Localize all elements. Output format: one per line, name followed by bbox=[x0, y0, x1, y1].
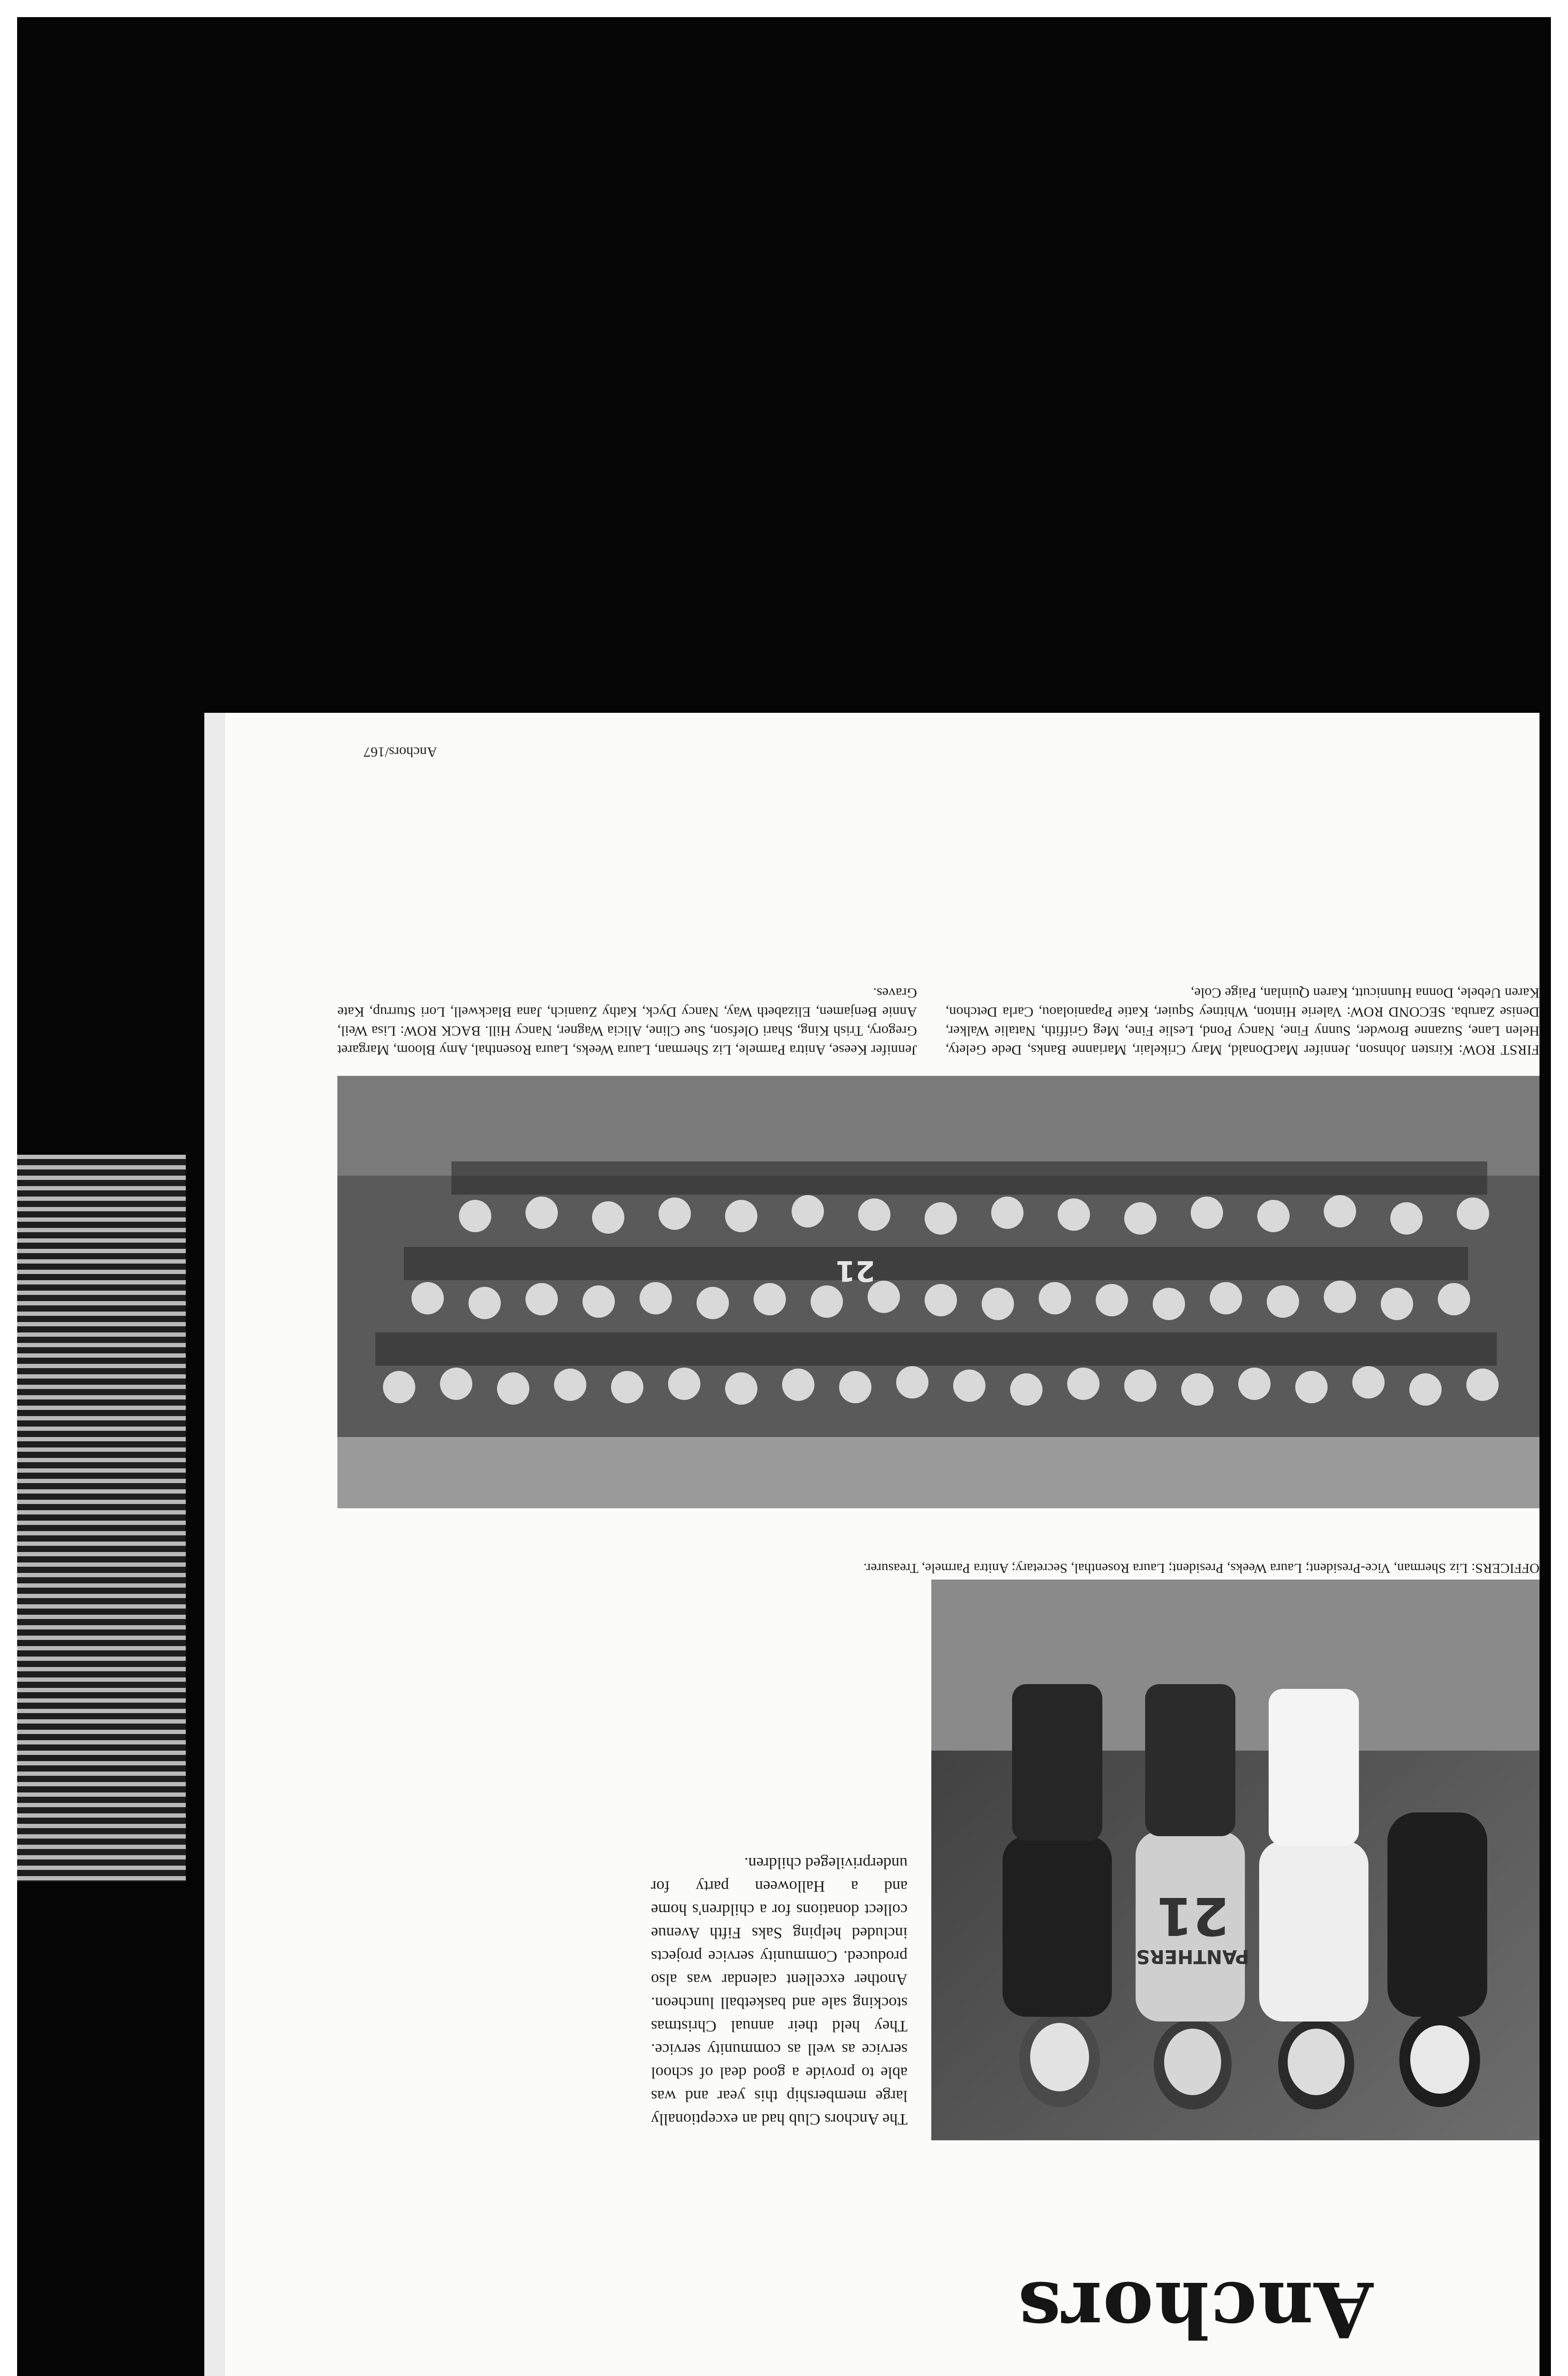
officers-jersey-number: 21 bbox=[1156, 1886, 1229, 1946]
officers-photo bbox=[931, 1580, 1539, 2140]
group-photo bbox=[337, 1076, 1539, 1508]
officers-caption: OFFICERS: Liz Sherman, Vice-President; Laura Weeks, President; Laura Rosenthal, Secretary; Anitra Parmele, Treasurer. bbox=[863, 1561, 1539, 1576]
officers-jersey-text: PANTHERS bbox=[1136, 1945, 1249, 1967]
officers-photo-image bbox=[931, 1580, 1539, 2140]
page-folio: Anchors/167 bbox=[363, 744, 437, 760]
scanner-glare-stripes bbox=[17, 1155, 186, 1882]
article-body: The Anchors Club had an exceptionally large membership this year and was able to provide a good deal of school service as well as community service. They held their annual Christmas stocking sale and basketball luncheon. Another excellent calendar was also produced. Community service projects included helping Saks Fifth Avenue collect donations for a children's home and a Halloween party for underprivileged children. bbox=[651, 1854, 908, 2128]
group-jersey-number: 21 bbox=[835, 1254, 875, 1287]
page-title: Anchors bbox=[1017, 2265, 1373, 2354]
page-gutter-edge bbox=[204, 713, 225, 2376]
group-caption-second-part: Jennifer Keese, Anitra Parmele, Liz Sherman, Laura Weeks, Laura Rosenthal, Amy Bloom, Margaret Gregory, Trish King, Shari Olefson, Sue Cline, Alicia Wagner, Nancy Hill. BACK ROW: Lisa Weil, Annie Benjamen, Elizabeth Way, Nancy Dyck, Kathy Zuanich, Jana Blackwell, Lori Sturrup, Kate Graves. bbox=[337, 985, 917, 1058]
group-photo-image bbox=[337, 1076, 1539, 1508]
yearbook-page bbox=[204, 713, 1539, 2376]
group-caption-first-part: FIRST ROW: Kirsten Johnson, Jennifer MacDonald, Mary Crikelair, Marianne Banks, Dede Gelety, Helen Lane, Suzanne Browder, Sunny Fine, Nancy Pond, Leslie Fine, Meg Griffith, Natalie Walker, Denise Zaruba. SECOND ROW: Valerie Hinton, Whitney Squier, Katie Papaniolaou, Carla Detchon, Karen Uebele, Donna Hunnicutt, Karen Quinlan, Paige Cole, bbox=[946, 985, 1539, 1058]
